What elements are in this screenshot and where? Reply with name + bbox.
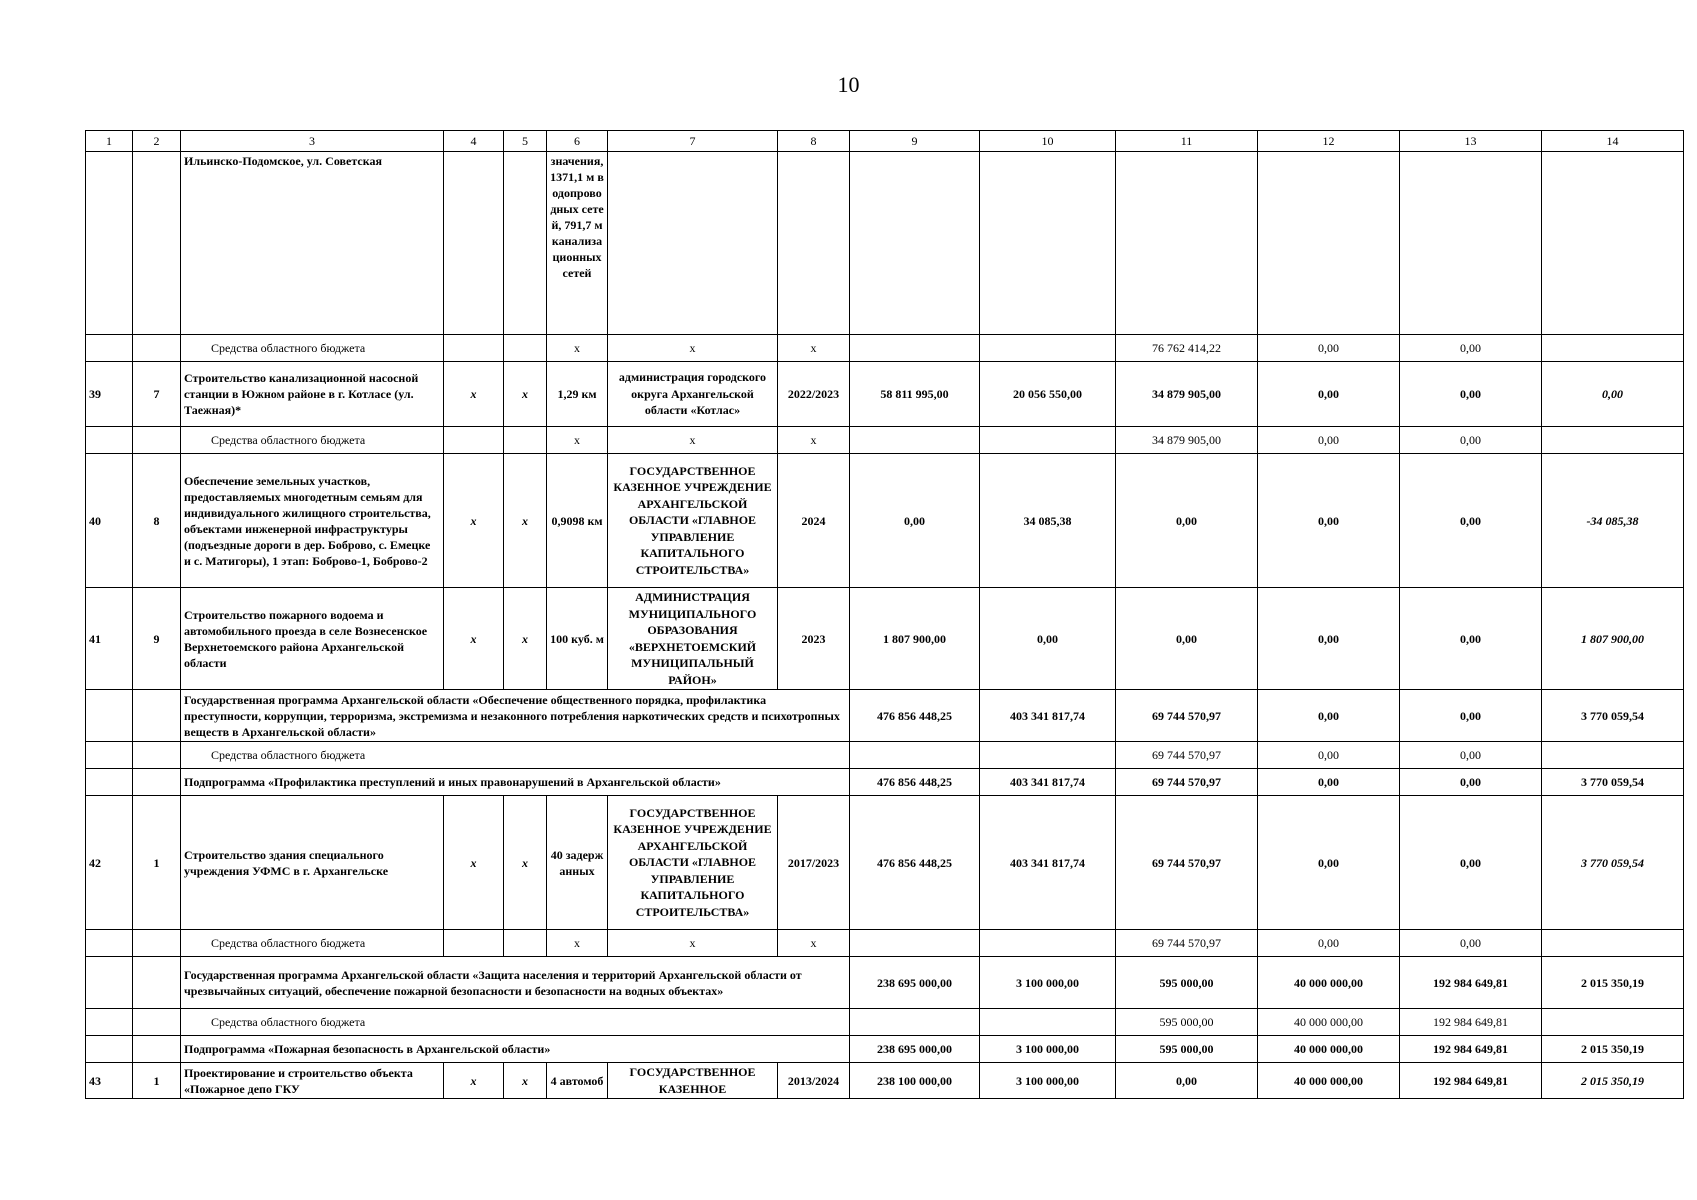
table-row	[86, 930, 1684, 957]
investment-table	[85, 130, 1684, 1099]
cell: 0,00	[980, 588, 1116, 690]
object-name: Строительство здания специального учреждения УФМС в г. Архангельске	[181, 796, 444, 930]
cell: 0,00	[1258, 335, 1400, 362]
period-cell: 2023	[778, 588, 850, 690]
table-row	[86, 769, 1684, 796]
sub-number: 7	[133, 362, 181, 427]
cell: 20 056 550,00	[980, 362, 1116, 427]
cell: х	[504, 454, 547, 588]
cell: 34 879 905,00	[1116, 362, 1258, 427]
column-number: 12	[1258, 131, 1400, 152]
capacity-cell: 40 задержанных	[547, 796, 608, 930]
row-number: 43	[86, 1063, 133, 1099]
funding-source: Средства областного бюджета	[181, 427, 444, 454]
funding-source: Средства областного бюджета	[181, 930, 444, 957]
table-row	[86, 335, 1684, 362]
object-name: Проектирование и строительство объекта «Пожарное депо ГКУ	[181, 1063, 444, 1099]
cell: 0,00	[1116, 1063, 1258, 1099]
table-row	[86, 742, 1684, 769]
sub-number: 8	[133, 454, 181, 588]
column-number: 1	[86, 131, 133, 152]
cell: 34 085,38	[980, 454, 1116, 588]
cell: 238 100 000,00	[850, 1063, 980, 1099]
cell: 0,00	[1258, 588, 1400, 690]
column-number: 3	[181, 131, 444, 152]
table-row	[86, 690, 1684, 742]
cell: 476 856 448,25	[850, 796, 980, 930]
cell: х	[608, 930, 778, 957]
customer-cell: ГОСУДАРСТВЕННОЕ КАЗЕННОЕ	[608, 1063, 778, 1099]
cell: 192 984 649,81	[1400, 1036, 1542, 1063]
cell: 69 744 570,97	[1116, 796, 1258, 930]
cell: 0,00	[1258, 690, 1400, 742]
cell: 34 879 905,00	[1116, 427, 1258, 454]
table-row	[86, 427, 1684, 454]
cell: 69 744 570,97	[1116, 930, 1258, 957]
period-cell: 2017/2023	[778, 796, 850, 930]
cell: 403 341 817,74	[980, 796, 1116, 930]
cell: 0,00	[850, 454, 980, 588]
table-row	[86, 362, 1684, 427]
column-number: 13	[1400, 131, 1542, 152]
table-row	[86, 588, 1684, 690]
cell: 0,00	[1258, 362, 1400, 427]
funding-source: Средства областного бюджета	[181, 1009, 850, 1036]
funding-source: Средства областного бюджета	[181, 742, 850, 769]
table-row	[86, 1063, 1684, 1099]
row-number: 41	[86, 588, 133, 690]
cell: 192 984 649,81	[1400, 1009, 1542, 1036]
cell: 0,00	[1400, 742, 1542, 769]
cell: 2 015 350,19	[1542, 1036, 1684, 1063]
customer-cell: ГОСУДАРСТВЕННОЕ КАЗЕННОЕ УЧРЕЖДЕНИЕ АРХАНГЕЛЬСКОЙ ОБЛАСТИ «ГЛАВНОЕ УПРАВЛЕНИЕ КАПИТАЛЬНОГО СТРОИТЕЛЬСТВА»	[608, 796, 778, 930]
sub-number: 1	[133, 796, 181, 930]
table-row	[86, 796, 1684, 930]
cell: 0,00	[1258, 742, 1400, 769]
cell: 3 770 059,54	[1542, 690, 1684, 742]
cell: х	[444, 454, 504, 588]
cell: 0,00	[1258, 930, 1400, 957]
column-number: 8	[778, 131, 850, 152]
program-title: Государственная программа Архангельской области «Защита населения и территорий Архангельской области от чрезвычайных ситуаций, обеспечение пожарной безопасности и безопасности на водных объектах»	[181, 957, 850, 1009]
cell: 0,00	[1400, 690, 1542, 742]
row-number: 40	[86, 454, 133, 588]
cell: 2 015 350,19	[1542, 1063, 1684, 1099]
column-number-row	[86, 131, 1684, 152]
cell: 0,00	[1400, 454, 1542, 588]
period-cell: 2013/2024	[778, 1063, 850, 1099]
cell: х	[778, 335, 850, 362]
period-cell: 2024	[778, 454, 850, 588]
sub-number: 9	[133, 588, 181, 690]
row-number: 39	[86, 362, 133, 427]
cell: 40 000 000,00	[1258, 1063, 1400, 1099]
cell: 69 744 570,97	[1116, 690, 1258, 742]
column-number: 9	[850, 131, 980, 152]
table-row	[86, 1009, 1684, 1036]
row-number: 42	[86, 796, 133, 930]
cell: х	[504, 796, 547, 930]
period-cell: 2022/2023	[778, 362, 850, 427]
capacity-cell: 4 автомоб	[547, 1063, 608, 1099]
column-number: 7	[608, 131, 778, 152]
column-number: 2	[133, 131, 181, 152]
cell: х	[547, 930, 608, 957]
object-name: Ильинско-Подомское, ул. Советская	[181, 152, 444, 335]
cell: 595 000,00	[1116, 1036, 1258, 1063]
cell: 3 100 000,00	[980, 1036, 1116, 1063]
customer-cell: АДМИНИСТРАЦИЯ МУНИЦИПАЛЬНОГО ОБРАЗОВАНИЯ «ВЕРХНЕТОЕМСКИЙ МУНИЦИПАЛЬНЫЙ РАЙОН»	[608, 588, 778, 690]
customer-cell: ГОСУДАРСТВЕННОЕ КАЗЕННОЕ УЧРЕЖДЕНИЕ АРХАНГЕЛЬСКОЙ ОБЛАСТИ «ГЛАВНОЕ УПРАВЛЕНИЕ КАПИТАЛЬНОГО СТРОИТЕЛЬСТВА»	[608, 454, 778, 588]
cell: 0,00	[1116, 454, 1258, 588]
column-number: 5	[504, 131, 547, 152]
cell: 40 000 000,00	[1258, 1036, 1400, 1063]
cell: 403 341 817,74	[980, 769, 1116, 796]
column-number: 6	[547, 131, 608, 152]
cell: 192 984 649,81	[1400, 957, 1542, 1009]
cell: 0,00	[1400, 427, 1542, 454]
cell: 0,00	[1258, 454, 1400, 588]
cell: 238 695 000,00	[850, 1036, 980, 1063]
cell: 1 807 900,00	[1542, 588, 1684, 690]
cell: 69 744 570,97	[1116, 769, 1258, 796]
table-row	[86, 1036, 1684, 1063]
cell: х	[444, 362, 504, 427]
cell: 1 807 900,00	[850, 588, 980, 690]
cell: 0,00	[1258, 769, 1400, 796]
cell: 2 015 350,19	[1542, 957, 1684, 1009]
subprogram-title: Подпрограмма «Пожарная безопасность в Архангельской области»	[181, 1036, 850, 1063]
cell: 58 811 995,00	[850, 362, 980, 427]
customer-cell: администрация городского округа Архангельской области «Котлас»	[608, 362, 778, 427]
cell: х	[504, 588, 547, 690]
cell: х	[608, 427, 778, 454]
cell: 69 744 570,97	[1116, 742, 1258, 769]
cell: 0,00	[1116, 588, 1258, 690]
cell: 0,00	[1400, 930, 1542, 957]
cell: 3 770 059,54	[1542, 769, 1684, 796]
cell: 0,00	[1400, 362, 1542, 427]
cell: 238 695 000,00	[850, 957, 980, 1009]
sub-number: 1	[133, 1063, 181, 1099]
cell: 476 856 448,25	[850, 690, 980, 742]
cell: х	[608, 335, 778, 362]
cell: 3 100 000,00	[980, 1063, 1116, 1099]
cell: 0,00	[1400, 588, 1542, 690]
object-name: Строительство пожарного водоема и автомобильного проезда в селе Вознесенское Верхнетоемского района Архангельской области	[181, 588, 444, 690]
column-number: 14	[1542, 131, 1684, 152]
object-name: Строительство канализационной насосной станции в Южном районе в г. Котласе (ул. Таежная)*	[181, 362, 444, 427]
column-number: 4	[444, 131, 504, 152]
cell: х	[778, 427, 850, 454]
cell: 40 000 000,00	[1258, 957, 1400, 1009]
capacity-cell: 100 куб. м	[547, 588, 608, 690]
cell: х	[444, 588, 504, 690]
cell: х	[547, 427, 608, 454]
column-number: 11	[1116, 131, 1258, 152]
cell: х	[778, 930, 850, 957]
capacity-cell: 1,29 км	[547, 362, 608, 427]
cell: 595 000,00	[1116, 1009, 1258, 1036]
cell: 3 100 000,00	[980, 957, 1116, 1009]
cell: 3 770 059,54	[1542, 796, 1684, 930]
column-number: 10	[980, 131, 1116, 152]
cell: 0,00	[1258, 427, 1400, 454]
cell: 595 000,00	[1116, 957, 1258, 1009]
table-row	[86, 454, 1684, 588]
table-row	[86, 957, 1684, 1009]
cell: 0,00	[1400, 769, 1542, 796]
cell: х	[504, 362, 547, 427]
capacity-cell: 0,9098 км	[547, 454, 608, 588]
cell: 0,00	[1400, 335, 1542, 362]
cell: 0,00	[1542, 362, 1684, 427]
cell: х	[444, 1063, 504, 1099]
capacity-cell: значения, 1371,1 м водопроводных сетей, 791,7 м канализационных сетей	[547, 152, 608, 335]
cell: х	[504, 1063, 547, 1099]
page-number: 10	[837, 72, 860, 97]
cell: 476 856 448,25	[850, 769, 980, 796]
cell: 76 762 414,22	[1116, 335, 1258, 362]
cell: х	[444, 796, 504, 930]
cell: 0,00	[1400, 796, 1542, 930]
program-title: Государственная программа Архангельской области «Обеспечение общественного порядка, профилактика преступности, коррупции, терроризма, экстремизма и незаконного потребления наркотических средств и психотропных веществ в Архангельской области»	[181, 690, 850, 742]
cell: -34 085,38	[1542, 454, 1684, 588]
cell: 40 000 000,00	[1258, 1009, 1400, 1036]
table-row	[86, 152, 1684, 335]
cell: х	[547, 335, 608, 362]
subprogram-title: Подпрограмма «Профилактика преступлений и иных правонарушений в Архангельской области»	[181, 769, 850, 796]
cell: 0,00	[1258, 796, 1400, 930]
cell: 403 341 817,74	[980, 690, 1116, 742]
cell: 192 984 649,81	[1400, 1063, 1542, 1099]
funding-source: Средства областного бюджета	[181, 335, 444, 362]
object-name: Обеспечение земельных участков, предоставляемых многодетным семьям для индивидуального жилищного строительства, объектами инженерной инфраструктуры (подъездные дороги в дер. Боброво, с. Емецке и с. Матигоры), 1 этап: Боброво-1, Боброво-2	[181, 454, 444, 588]
